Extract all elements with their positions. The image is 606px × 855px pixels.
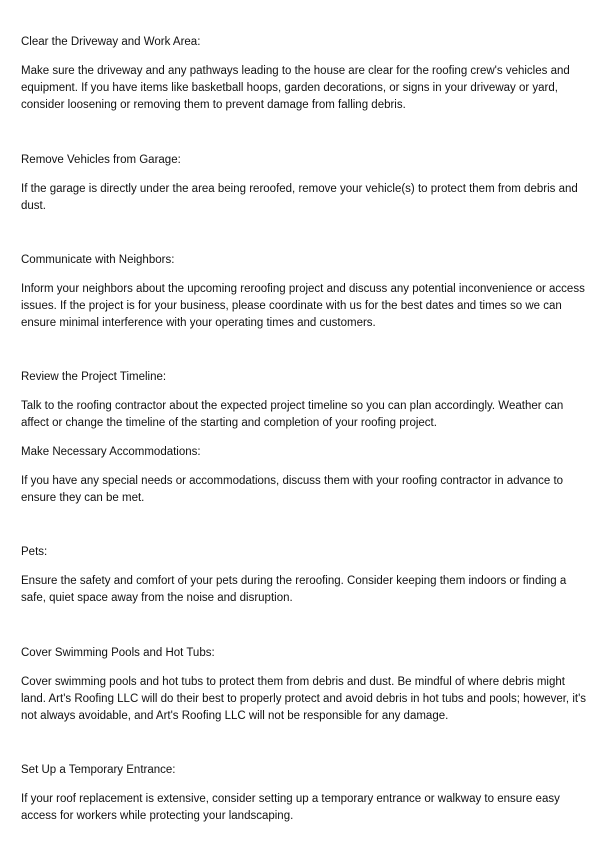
section-pets [21,544,591,607]
section-body: Make sure the driveway and any pathways leading to the house are clear for the roofing crew's vehicles and equipment. If you have items like basketball hoops, garden decorations, or signs in your driveway or yard, consider loosening or removing them to prevent damage from falling debris. [21,65,570,111]
section-clear-driveway [21,34,591,114]
section-body: If the garage is directly under the area being reroofed, remove your vehicle(s) to protect them from debris and dust. [21,183,578,212]
section-body: Inform your neighbors about the upcoming reroofing project and discuss any potential inconvenience or access issues. If the project is for your business, please coordinate with us for the best dates and times so we can ensure minimal interference with your operating times and customers. [21,283,585,329]
section-body: If you have any special needs or accommodations, discuss them with your roofing contractor in advance to ensure they can be met. [21,475,564,504]
section-heading: Clear the Driveway and Work Area: [21,36,201,48]
section-heading: Pets: [21,546,48,558]
section-temporary-entrance [21,762,591,825]
section-heading: Remove Vehicles from Garage: [21,154,181,166]
section-heading: Set Up a Temporary Entrance: [21,764,176,776]
section-communicate-neighbors [21,252,591,332]
section-cover-pools [21,645,591,725]
section-review-timeline [21,369,591,432]
section-heading: Make Necessary Accommodations: [21,446,201,458]
section-body: Cover swimming pools and hot tubs to protect them from debris and dust. Be mindful of where debris might land. Art's Roofing LLC will do their best to properly protect and avoid debris in hot tubs and pools; however, it's not always avoidable, and Art's Roofing LLC will not be responsible for any damage. [21,676,587,722]
section-body: Talk to the roofing contractor about the expected project timeline so you can plan accordingly. Weather can affect or change the timeline of the starting and completion of your roofing project. [21,400,564,429]
section-heading: Communicate with Neighbors: [21,254,175,266]
section-remove-vehicles [21,152,591,215]
section-heading: Cover Swimming Pools and Hot Tubs: [21,647,215,659]
section-body: If your roof replacement is extensive, consider setting up a temporary entrance or walkway to ensure easy access for workers while protecting your landscaping. [21,793,560,822]
section-accommodations [21,444,591,507]
section-heading: Review the Project Timeline: [21,371,167,383]
section-body: Ensure the safety and comfort of your pets during the reroofing. Consider keeping them indoors or finding a safe, quiet space away from the noise and disruption. [21,575,567,604]
